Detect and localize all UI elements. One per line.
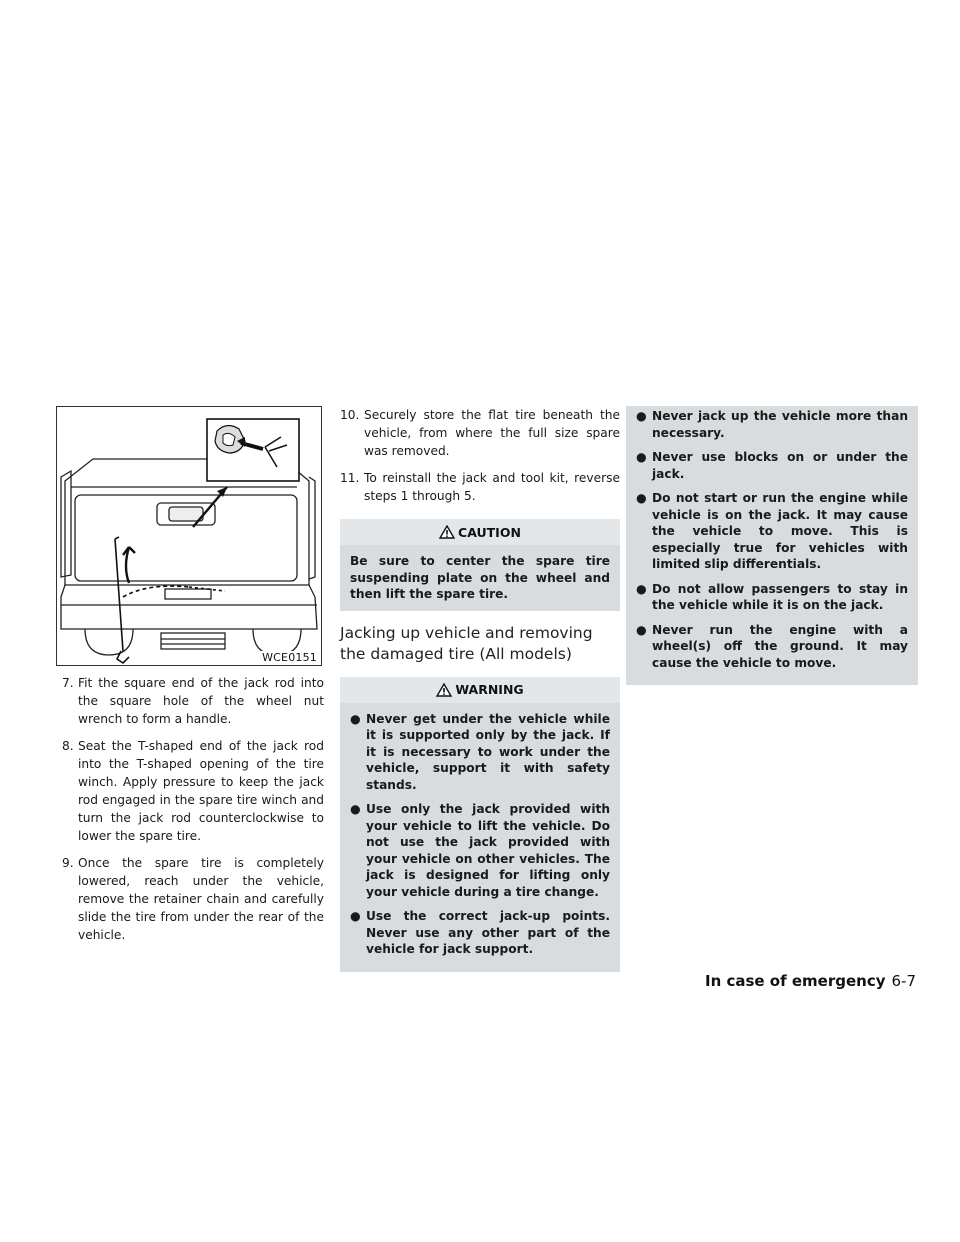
warning-box-continued <box>626 406 918 685</box>
warning-item: ● Do not start or run the engine while vehicle is on the jack. It may cause the vehicle to move. This is especially true for vehicles with limited slip differentials. <box>636 491 908 571</box>
section-title: Jacking up vehicle and removing the damaged tire (All models) <box>340 623 593 663</box>
warning-item: ● Use the correct jack-up points. Never use any other part of the vehicle for jack support. <box>350 909 610 956</box>
bullet-icon: ● <box>350 711 361 726</box>
middle-column <box>340 406 620 972</box>
bullet-icon: ● <box>350 802 361 816</box>
warning-item: ● Never run the engine with a wheel(s) off the ground. It may cause the vehicle to move. <box>636 622 908 670</box>
right-column <box>626 406 918 685</box>
step-text: Once the spare tire is completely lowered, reach under the vehicle, remove the retainer chain and carefully slide the tire from under the rear of the vehicle. <box>78 856 324 942</box>
bullet-icon: ● <box>636 622 647 637</box>
bullet-icon: ● <box>636 409 647 423</box>
tailgate-diagram <box>57 407 321 665</box>
warning-item: ● Do not allow passengers to stay in the vehicle while it is on the jack. <box>636 581 908 612</box>
step-item: 11. To reinstall the jack and tool kit, reverse steps 1 through 5. <box>340 471 620 503</box>
bullet-icon: ● <box>636 450 647 464</box>
illustration-tailgate-jack-rod <box>56 406 322 666</box>
page-number: 6-7 <box>891 972 916 990</box>
steps-list-left <box>56 674 324 944</box>
step-text: Fit the square end of the jack rod into the square hole of the wheel nut wrench to form a handle. <box>78 676 324 726</box>
steps-list-middle <box>340 406 620 505</box>
warning-title: WARNING <box>455 682 524 697</box>
warning-list-continued <box>626 406 918 685</box>
page-footer <box>705 972 916 990</box>
figure-code: WCE0151 <box>262 651 317 664</box>
step-item: 7. Fit the square end of the jack rod into the square hole of the wheel nut wrench to form a handle. <box>62 676 324 726</box>
warning-item: ● Never get under the vehicle while it is supported only by the jack. If it is necessary to work under the vehicle, support it with safety stands. <box>350 711 610 792</box>
warning-item: ● Never jack up the vehicle more than necessary. <box>636 409 908 440</box>
warning-header <box>340 677 620 703</box>
warning-triangle-icon <box>439 525 455 539</box>
step-text: Securely store the flat tire beneath the vehicle, from where the full size spare was removed. <box>364 408 620 458</box>
step-text: To reinstall the jack and tool kit, reverse steps 1 through 5. <box>364 471 620 503</box>
bullet-icon: ● <box>350 909 361 923</box>
warning-triangle-icon <box>436 683 452 697</box>
bullet-icon: ● <box>636 581 647 596</box>
step-item: 10. Securely store the flat tire beneath the vehicle, from where the full size spare was removed. <box>340 408 620 458</box>
warning-item: ● Use only the jack provided with your vehicle to lift the vehicle. Do not use the jack provided with your vehicle on other vehicles. The jack is designed for lifting only your vehicle during a tire change. <box>350 802 610 899</box>
warning-box <box>340 677 620 972</box>
bullet-icon: ● <box>636 491 647 505</box>
warning-item: ● Never use blocks on or under the jack. <box>636 450 908 481</box>
step-text: Seat the T-shaped end of the jack rod into the T-shaped opening of the tire winch. Apply pressure to keep the jack rod engaged in the spare tire winch and turn the jack rod counterclockwise to lower the spare tire. <box>78 739 324 843</box>
step-item: 9. Once the spare tire is completely lowered, reach under the vehicle, remove the retainer chain and carefully slide the tire from under the rear of the vehicle. <box>62 856 324 942</box>
warning-list <box>340 703 620 972</box>
left-column <box>56 406 324 953</box>
caution-box <box>340 519 620 611</box>
caution-title: CAUTION <box>458 524 521 540</box>
footer-section-title: In case of emergency <box>704 972 886 990</box>
step-item: 8. Seat the T-shaped end of the jack rod into the T-shaped opening of the tire winch. Apply pressure to keep the jack rod engaged in the spare tire winch and turn the jack rod counterclockwise to lower the spare tire. <box>62 739 324 843</box>
caution-header <box>340 519 620 545</box>
caution-text: Be sure to center the spare tire suspending plate on the wheel and then lift the spare tire. <box>350 554 610 601</box>
